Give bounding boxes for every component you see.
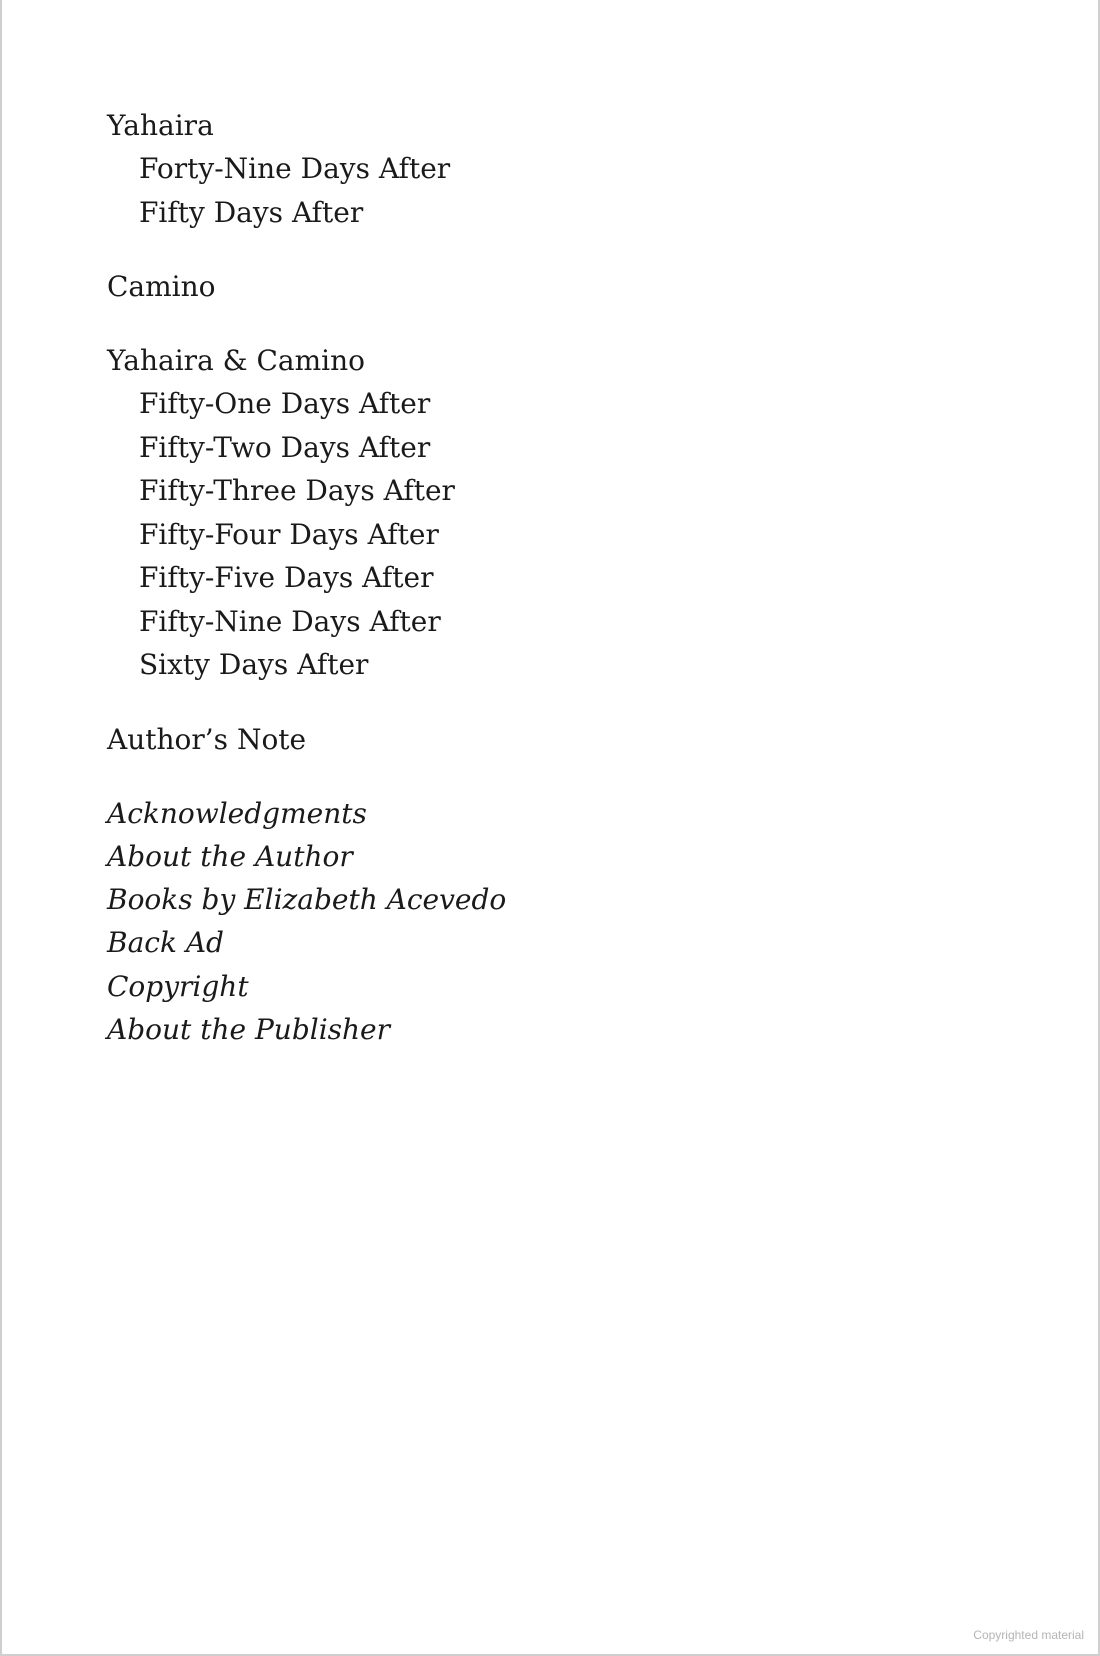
toc-heading[interactable]: Author’s Note [107, 722, 307, 756]
toc-back-item[interactable]: About the Publisher [107, 1012, 391, 1046]
toc-item[interactable]: Fifty-Three Days After [139, 474, 455, 507]
toc-heading[interactable]: Camino [107, 270, 216, 303]
toc-back-matter [107, 792, 907, 1052]
toc-section-yahaira-camino [107, 339, 907, 687]
toc-section-authors-note [107, 718, 907, 761]
toc-item[interactable]: Fifty-Five Days After [139, 561, 434, 594]
table-of-contents [107, 104, 907, 1082]
toc-heading[interactable]: Yahaira & Camino [107, 344, 366, 377]
toc-section-yahaira [107, 104, 907, 234]
toc-item[interactable]: Fifty-Two Days After [139, 430, 431, 464]
toc-back-item[interactable]: About the Author [107, 839, 353, 873]
toc-back-item[interactable]: Books by Elizabeth Acevedo [107, 883, 507, 917]
toc-item[interactable]: Forty-Nine Days After [139, 152, 451, 185]
toc-heading[interactable]: Yahaira [107, 109, 214, 142]
toc-back-item[interactable]: Copyright [107, 969, 249, 1003]
toc-item[interactable]: Sixty Days After [139, 648, 369, 681]
toc-item[interactable]: Fifty-Four Days After [139, 517, 439, 551]
toc-section-camino [107, 265, 907, 308]
copyrighted-material-note: Copyrighted material [973, 1628, 1084, 1642]
toc-back-item[interactable]: Back Ad [107, 926, 224, 960]
toc-item[interactable]: Fifty Days After [139, 195, 364, 229]
toc-item[interactable]: Fifty-One Days After [139, 387, 431, 420]
toc-back-item[interactable]: Acknowledgments [107, 796, 367, 830]
toc-item[interactable]: Fifty-Nine Days After [139, 604, 441, 638]
